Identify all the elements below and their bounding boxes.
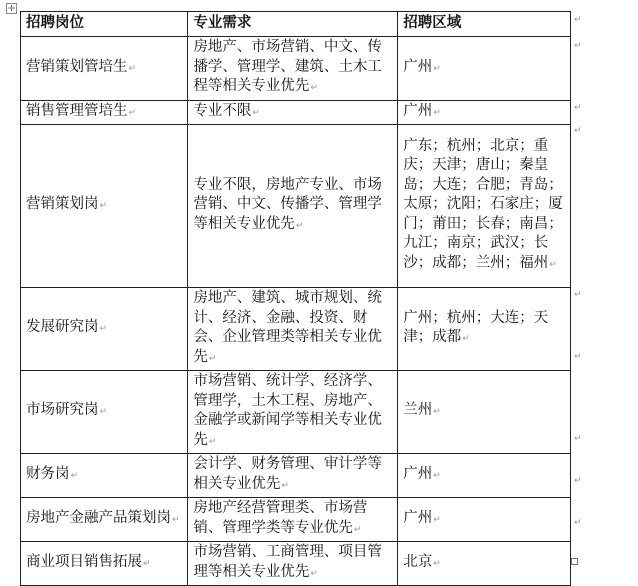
row-end-mark: ↵ xyxy=(574,352,582,362)
table-row xyxy=(21,454,571,498)
row-end-mark: ↵ xyxy=(574,476,582,486)
region-cell: 广州↵ xyxy=(398,454,571,498)
table-row xyxy=(21,542,571,586)
table-row xyxy=(21,125,571,288)
recruitment-table xyxy=(20,11,571,586)
row-end-mark: ↵ xyxy=(574,126,582,136)
position-cell: 发展研究岗↵ xyxy=(21,288,188,371)
header-major: 专业需求 xyxy=(188,12,398,37)
region-cell: 兰州↵ xyxy=(398,371,571,454)
table-row xyxy=(21,498,571,542)
region-cell: 广州；杭州；大连；天津；成都↵ xyxy=(398,288,571,371)
position-cell: 营销策划管培生↵ xyxy=(21,37,188,101)
region-cell: 广东；杭州；北京；重庆；天津；唐山；秦皇岛；大连；合肥；青岛；太原；沈阳；石家庄；厦门；莆田；长春；南昌；九江；南京；武汉；长沙；成都；兰州；福州↵ xyxy=(398,125,571,288)
major-cell: 房地产经营管理类、市场营销、管理学类等专业优先↵ xyxy=(188,498,398,542)
position-cell: 市场研究岗↵ xyxy=(21,371,188,454)
row-end-mark: ↵ xyxy=(574,41,582,51)
row-end-mark: ↵ xyxy=(574,15,582,25)
position-cell: 商业项目销售拓展↵ xyxy=(21,542,188,586)
header-position: 招聘岗位 xyxy=(21,12,188,37)
row-end-mark: ↵ xyxy=(574,434,582,444)
table-header-row xyxy=(21,12,571,37)
header-region: 招聘区域 xyxy=(398,12,571,37)
table-move-handle-icon[interactable]: ✛ xyxy=(6,3,17,14)
major-cell: 专业不限，房地产专业、市场营销、中文、传播学、管理学等相关专业优先↵ xyxy=(188,125,398,288)
major-cell: 专业不限↵ xyxy=(188,100,398,125)
region-cell: 广州↵ xyxy=(398,37,571,101)
table-row xyxy=(21,288,571,371)
table-resize-handle-icon[interactable] xyxy=(571,558,578,565)
row-end-mark: ↵ xyxy=(574,103,582,113)
major-cell: 房地产、市场营销、中文、传播学、管理学、建筑、土木工程等相关专业优先↵ xyxy=(188,37,398,101)
row-end-mark: ↵ xyxy=(574,290,582,300)
major-cell: 市场营销、统计学、经济学、管理学，土木工程、房地产、金融学或新闻学等相关专业优先↵ xyxy=(188,371,398,454)
region-cell: 广州↵ xyxy=(398,498,571,542)
position-cell: 营销策划岗↵ xyxy=(21,125,188,288)
table-row xyxy=(21,37,571,101)
position-cell: 财务岗↵ xyxy=(21,454,188,498)
major-cell: 会计学、财务管理、审计学等相关专业优先↵ xyxy=(188,454,398,498)
major-cell: 市场营销、工商管理、项目管理等相关专业优先↵ xyxy=(188,542,398,586)
table-row xyxy=(21,100,571,125)
region-cell: 北京↵ xyxy=(398,542,571,586)
row-end-mark: ↵ xyxy=(574,518,582,528)
table-row xyxy=(21,371,571,454)
major-cell: 房地产、建筑、城市规划、统计、经济、金融、投资、财会、企业管理类等相关专业优先↵ xyxy=(188,288,398,371)
position-cell: 房地产金融产品策划岗↵ xyxy=(21,498,188,542)
region-cell: 广州↵ xyxy=(398,100,571,125)
position-cell: 销售管理管培生↵ xyxy=(21,100,188,125)
